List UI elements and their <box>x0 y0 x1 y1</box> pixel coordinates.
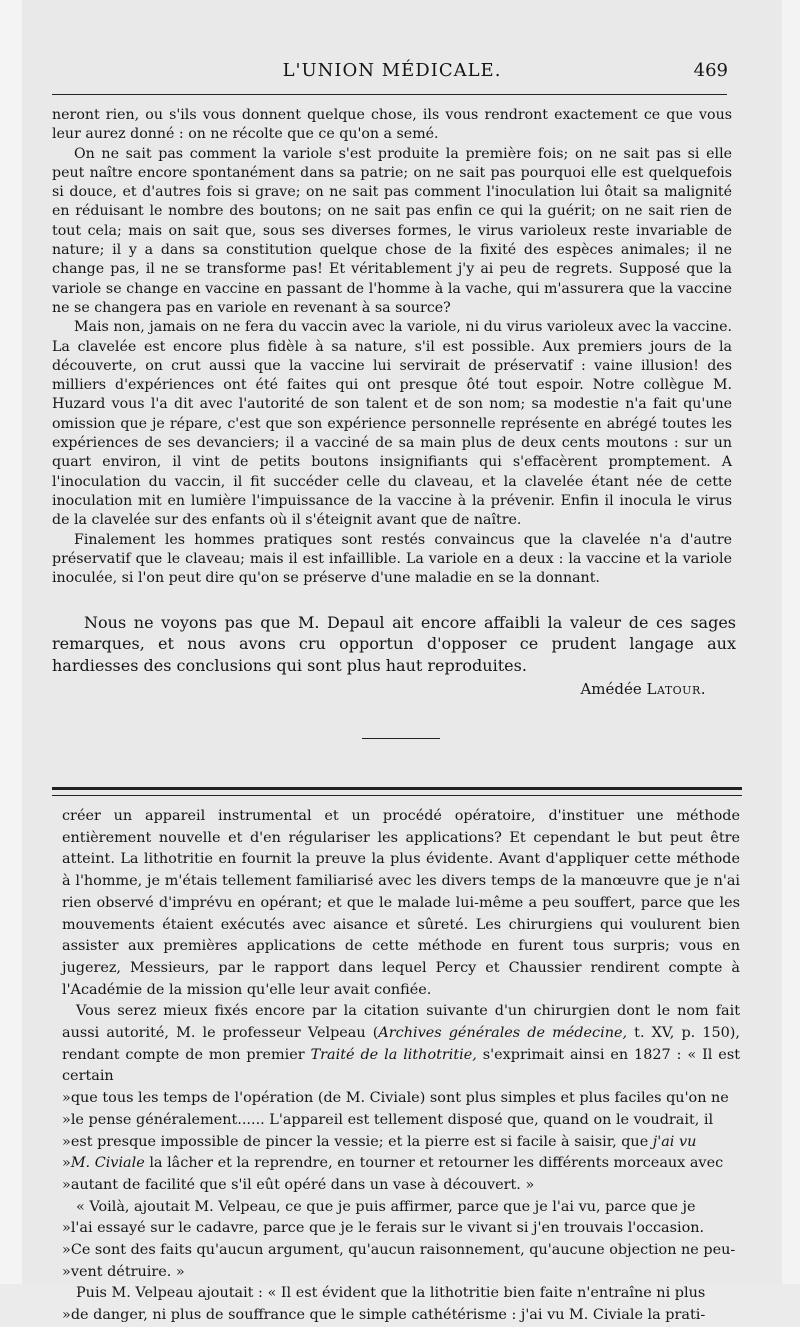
quote-text: autant de facilité que s'il eût opéré dans un vase à découvert. » <box>70 1176 535 1193</box>
section-rule-thick <box>52 787 742 790</box>
book-title: Traité de la lithotritie, <box>310 1046 477 1063</box>
quote-text: de danger, ni plus de souffrance que le simple cathétérisme : j'ai vu M. Civiale la prati- <box>70 1307 706 1324</box>
quote-text: la lâcher et la reprendre, en tourner et retourner les différents morceaux avec <box>149 1155 724 1172</box>
paragraph: On ne sait pas comment la variole s'est produite la première fois; on ne sait pas si elle peut naître encore spontanément dans sa patrie; on ne sait pas pourquoi elle est quelquefois si douce, et d'autres fois si grave; on ne sait pas comment l'inoculation lui ôtait sa malignité en réduisant le nombre des boutons; on ne sait pas enfin ce qui la guérit; on ne sait rien de tout cela; mais on sait que, sous ses diverses formes, le virus varioleux reste invariable de nature; il y a dans sa constitution quelque chose de la fixité des espèces animales; il ne change pas, il ne se transforme pas! Et véritablement j'y ai peu de regrets. Supposé que la variole se change en vaccine en passant de l'homme à la vache, qui m'assurera que la vaccine ne se changera pas en variole en revenant à sa source? <box>52 145 732 316</box>
quote-italic: M. Civiale <box>70 1155 145 1172</box>
quote-line <box>62 1218 740 1240</box>
text-run: s'exprimait ainsi en 1827 : « Il est certain <box>62 1046 740 1085</box>
quote-line: Puis M. Velpeau ajoutait : « Il est évident que la lithotritie bien faite n'entraîne ni plus <box>76 1285 706 1302</box>
paragraph: Mais non, jamais on ne fera du vaccin avec la variole, ni du virus varioleux avec la vaccine. La clavelée est encore plus fidèle à sa nature, s'il est possible. Aux premiers jours de la découverte, on crut aussi que la vaccine lui servirait de préservatif : vaine illusion! des milliers d'expériences ont été faites qui ont presque ôté tout espoir. Notre collègue M. Huzard vous l'a dit avec l'autorité de son talent et de son nom; sa modestie n'a fait qu'une omission que je répare, c'est que son expérience personnelle représente en abrégé toutes les expériences de ses devanciers; il a vacciné de sa main plus de deux cents moutons : sur un quart environ, il vint de petits boutons insignifiants qui s'effacèrent promptement. A l'inoculation du vaccin, il fit succéder celle du claveau, et la clavelée étant née de cette inoculation mit en lumière l'impuissance de la vaccine à la prévenir. Enfin il inocula le virus de la clavelée sur des enfants où il s'éteignit avant que de naître. <box>52 319 732 529</box>
guillemet: » <box>62 1111 71 1128</box>
editorial-note-text: Nous ne voyons pas que M. Depaul ait encore affaibli la valeur de ces sages remarques, et nous avons cru opportun d'opposer ce prudent langage aux hardiesses des conclusions qui sont plus haut reproduites. <box>52 613 736 675</box>
section-rule-thin <box>52 795 742 796</box>
quote-line <box>62 1110 740 1132</box>
signature-first-name: Amédée <box>580 680 642 698</box>
upper-text-block <box>52 106 732 588</box>
guillemet: » <box>62 1220 71 1237</box>
text-run: Vous serez mieux fixés encore par la citation suivante d'un chirurgien dont le nom fait aussi autorité, M. le professeur Velpeau ( <box>62 1003 740 1042</box>
quote-text: l'ai essayé sur le cadavre, parce que je le ferais sur le vivant si j'en trouvais l'occasion. <box>70 1220 705 1237</box>
quote-line <box>62 1262 740 1284</box>
page-number: 469 <box>693 60 728 81</box>
text-run: t. XV, p. 150), rendant compte de mon premier <box>62 1025 740 1063</box>
quote-text: Ce sont des faits qu'aucun argument, qu'aucun raisonnement, qu'aucune objection ne peu- <box>70 1242 736 1259</box>
signature <box>580 680 706 698</box>
quote-text: vent détruire. » <box>70 1263 185 1280</box>
guillemet: » <box>62 1155 71 1172</box>
guillemet: » <box>62 1307 71 1324</box>
paragraph: neront rien, ou s'ils vous donnent quelque chose, ils vous rendront exactement ce que vous leur aurez donné : on ne récolte que ce qu'on a semé. <box>52 107 732 143</box>
quote-line <box>62 1088 740 1110</box>
quote-italic: j'ai vu <box>652 1133 697 1150</box>
guillemet: » <box>62 1176 71 1193</box>
lower-text-block <box>62 806 740 1327</box>
quote-line <box>62 1175 740 1197</box>
page-header <box>52 60 732 86</box>
guillemet: » <box>62 1242 71 1259</box>
journal-title: L'UNION MÉDICALE. <box>282 60 502 81</box>
quote-text: que tous les temps de l'opération (de M. Civiale) sont plus simples et plus faciles qu'on ne <box>70 1090 729 1107</box>
page-edge-right <box>782 0 800 1284</box>
paragraph: créer un appareil instrumental et un procédé opératoire, d'instituer une méthode entièrement nouvelle et d'en régulariser les applications? Et cependant le but peut être atteint. La lithotritie en fournit la preuve la plus évidente. Avant d'appliquer cette méthode à l'homme, je m'étais tellement familiarisé avec les divers temps de la manœuvre que je n'ai rien observé d'imprévu en opérant; et que le malade lui-même a peu souffert, parce que les mouvements étaient exécutés avec aisance et sûreté. Les chirurgiens qui voulurent bien assister aux premières applications de cette méthode en furent tous surpris; vous en jugerez, Messieurs, par le rapport dans lequel Percy et Chaussier rendirent compte à l'Académie de la mission qu'elle leur avait confiée. <box>62 808 740 998</box>
paragraph: Finalement les hommes pratiques sont restés convaincus que la clavelée n'a d'autre préservatif que le claveau; mais il est infaillible. La variole en a deux : la vaccine et la variole inoculée, si l'on peut dire qu'on se préserve d'une maladie en se la donnant. <box>52 531 732 587</box>
quote-line <box>62 1153 740 1175</box>
section-divider <box>362 738 440 739</box>
journal-citation: Archives générales de médecine, <box>378 1025 628 1042</box>
quote-text: est presque impossible de pincer la vessie; et la pierre est si facile à saisir, que <box>70 1133 653 1150</box>
guillemet: » <box>62 1133 71 1150</box>
quote-line <box>62 1132 740 1154</box>
guillemet: » <box>62 1263 71 1280</box>
quote-line <box>62 1305 740 1327</box>
quote-line <box>62 1240 740 1262</box>
header-rule <box>52 94 727 95</box>
paragraph <box>62 1001 740 1088</box>
quote-text: le pense généralement...... L'appareil est tellement disposé que, quand on le voudrait, il <box>70 1111 714 1128</box>
page-edge-left <box>0 0 22 1284</box>
signature-last-name: Latour. <box>646 680 706 698</box>
guillemet: » <box>62 1090 71 1107</box>
editorial-note <box>52 612 736 676</box>
quote-line: « Voilà, ajoutait M. Velpeau, ce que je puis affirmer, parce que je l'ai vu, parce que je <box>76 1198 696 1215</box>
